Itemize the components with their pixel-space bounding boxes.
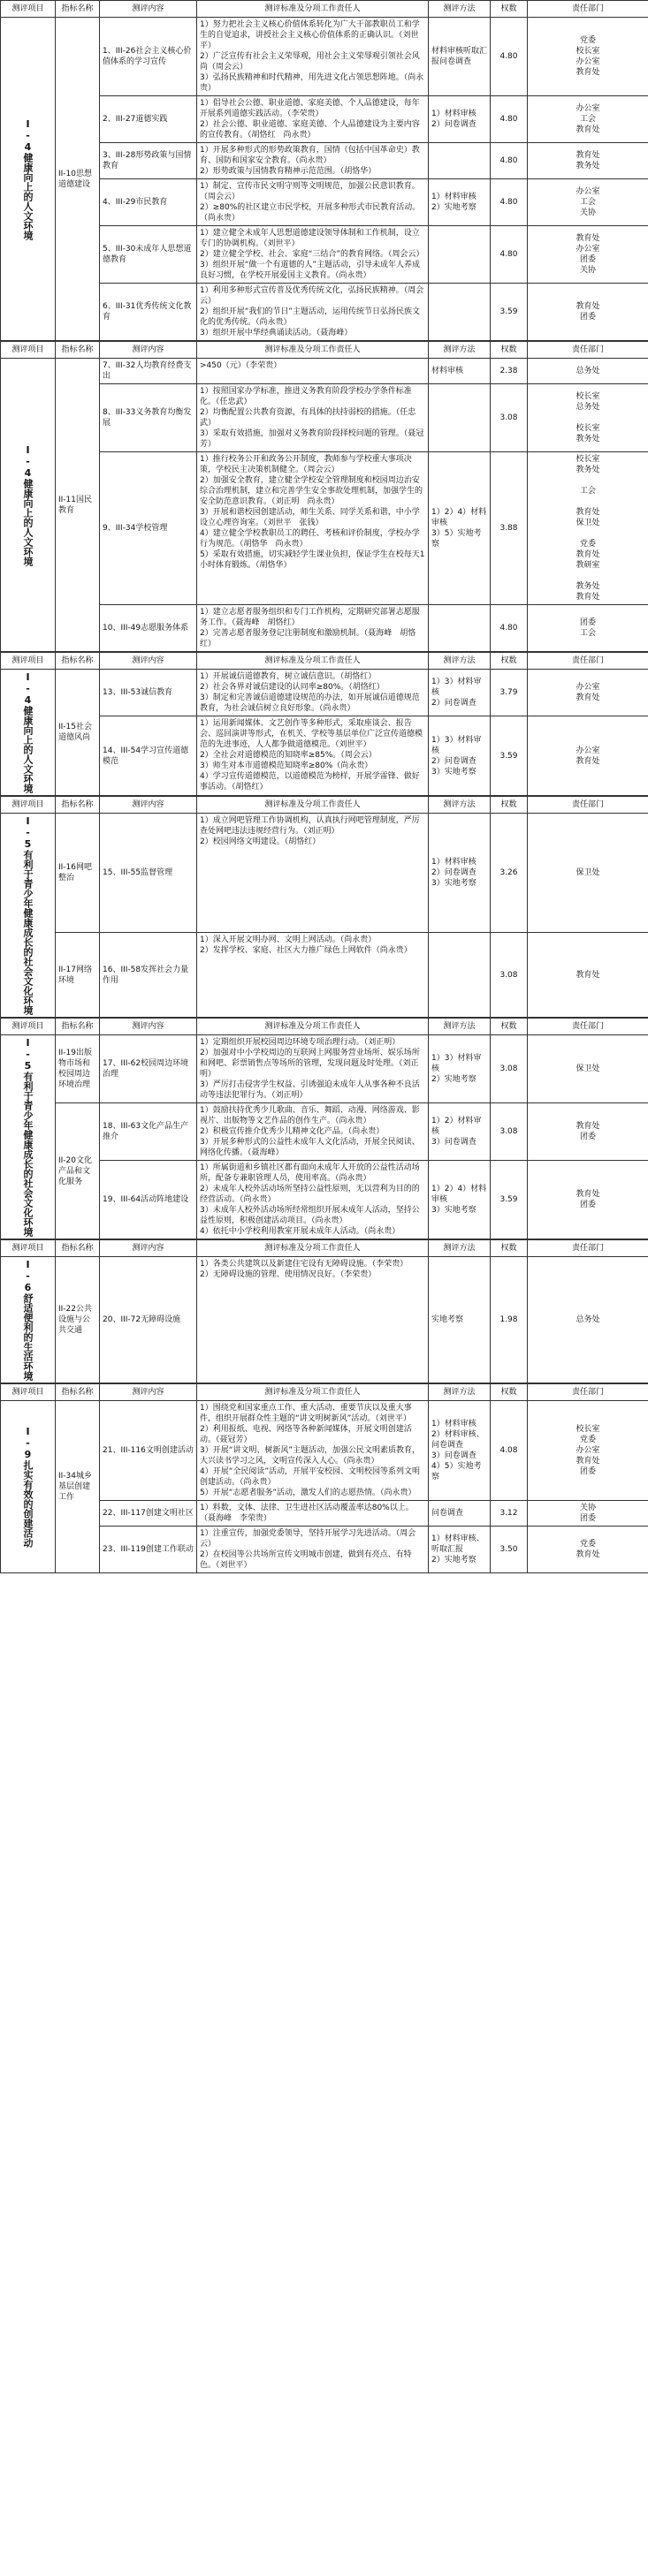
evaluation-method: 材料审核 xyxy=(429,359,491,384)
weight-value: 3.08 xyxy=(491,1035,528,1103)
column-header: 测评标准及分项工作责任人 xyxy=(197,1019,429,1035)
evaluation-method: 1）2）材料审核 3）问卷调查 xyxy=(429,1103,491,1161)
column-header: 指标名称 xyxy=(56,1019,100,1035)
evaluation-standard: 1）建立健全未成年人思想道德建设领导体制和工作机制，设立专门的协调机构。（刘世平） 2）建立健全学校、社会、家庭“三结合”的教育网络。（周会云） 3）组织开展“做一个有道德的人”主题活动，引导未成年人养成良好习惯，在学校开展爱国主义教育。（尚永贵） xyxy=(197,226,429,284)
column-header: 测评方法 xyxy=(429,1240,491,1257)
evaluation-standard: 1）开展诚信道德教育，树立诚信意识。（胡恪红） 2）社会各界对诚信建设的认同率≥80%。（胡恪红） 3）制定和完善诚信道德建设规范的办法，如开展诚信道德规范教育，为社会诚信树立良好形象。（尚永贵） xyxy=(197,670,429,716)
indicator-name: II-17网络环境 xyxy=(56,933,100,1018)
column-header: 测评内容 xyxy=(100,653,197,670)
category-label: I-6舒适便利的生活环境 xyxy=(22,1259,34,1381)
responsible-department: 校长室 教务处 工会 教育处 保卫处 党委 教育处 教研室 教务处 教育处 xyxy=(528,452,648,605)
category-label: I-4健康向上的人文环境 xyxy=(22,117,34,240)
weight-value: 3.59 xyxy=(491,1161,528,1239)
column-header: 测评方法 xyxy=(429,653,491,670)
indicator-name: II-20文化产品和文化服务 xyxy=(56,1103,100,1239)
column-header: 指标名称 xyxy=(56,342,100,359)
evaluation-standard: 1）开展多种形式的形势政策教育，国情（包括中国革命史）教育、国防和国家安全教育。（尚永贵） 2）形势政策与国情教育精神示范范围。（胡恪华） xyxy=(197,143,429,179)
weight-value: 2.38 xyxy=(491,359,528,384)
category-label: I-4健康向上的人文环境 xyxy=(22,671,34,793)
responsible-department: 教育处 团委 xyxy=(528,1103,648,1161)
weight-value: 4.80 xyxy=(491,179,528,226)
indicator-name: II-19出版物市场和校园周边环境治理 xyxy=(56,1035,100,1103)
evaluation-standard: 1）深入开展文明办网、文明上网活动。（尚永贵） 2）发挥学校、家庭、社区大力推广绿色上网软件（尚永贵） xyxy=(197,933,429,1018)
evaluation-table-section xyxy=(0,0,648,341)
evaluation-content: 3、III-28形势政策与国情教育 xyxy=(100,143,197,179)
category-cell xyxy=(1,359,56,652)
category-cell xyxy=(1,18,56,341)
evaluation-method: 1）2）4）材料审核 3）实地考察 xyxy=(429,1161,491,1239)
evaluation-content: 1、III-26社会主义核心价值体系的学习宣传 xyxy=(100,18,197,96)
weight-value: 4.80 xyxy=(491,605,528,652)
evaluation-method: 1）2）4）材料审核 3）5）实地考察 xyxy=(429,452,491,605)
evaluation-standard: 1）围绕党和国家重点工作、重大活动、重要节庆以及重大事件，组织开展群众性主题的“讲文明树新风”活动。（刘世平） 2）利用报纸、电视、网络等各种新闻媒体，开展文明创建活动。（聂冠芳） 3）开展“讲文明、树新风”主题活动，加强公民文明素质教育，大兴读书学习之风，文明宣传深入人心。（尚永贵） 4）开展“全民阅读”活动，开展平安校园、文明校园等系列文明创建活动。（尚永贵） 5）开展“志愿者服务”活动，激发人们的志愿热情。（尚永贵） xyxy=(197,1401,429,1501)
column-header: 测评方法 xyxy=(429,1,491,18)
evaluation-method: 1）材料审核 2）问卷调查 3）实地考察 xyxy=(429,814,491,933)
weight-value: 4.80 xyxy=(491,226,528,284)
evaluation-method: 1）3）材料审核 2）问卷调查 3）实地考察 xyxy=(429,716,491,796)
column-header: 测评内容 xyxy=(100,342,197,359)
indicator-name: II-16网吧整治 xyxy=(56,814,100,933)
weight-value: 3.50 xyxy=(491,1527,528,1573)
evaluation-content: 22、III-117创建文明社区 xyxy=(100,1501,197,1527)
evaluation-table-section xyxy=(0,796,648,1018)
indicator-name: II-15社会道德风尚 xyxy=(56,670,100,796)
responsible-department: 教育处 团委 xyxy=(528,284,648,341)
category-label: I-9扎实有效的创建活动 xyxy=(22,1426,34,1548)
evaluation-content: 15、III-55监督管理 xyxy=(100,814,197,933)
weight-value: 4.80 xyxy=(491,143,528,179)
column-header: 测评项目 xyxy=(1,797,56,814)
column-header: 测评项目 xyxy=(1,653,56,670)
column-header: 权数 xyxy=(491,1,528,18)
evaluation-content: 16、III-58发挥社会力量作用 xyxy=(100,933,197,1018)
column-header: 测评内容 xyxy=(100,1240,197,1257)
weight-value: 4.80 xyxy=(491,96,528,143)
evaluation-standard: 1）成立网吧管理工作协调机构，认真执行网吧管理制度，严厉查处网吧违法违规经营行为。（刘正明） 2）校园网络文明建设。（胡恪红） xyxy=(197,814,429,933)
evaluation-content: 20、III-72无障碍设施 xyxy=(100,1257,197,1383)
evaluation-method: 1）材料审核 2）实地考察 xyxy=(429,179,491,226)
responsible-department: 办公室 教育处 xyxy=(528,670,648,716)
evaluation-table-section xyxy=(0,1018,648,1239)
column-header: 指标名称 xyxy=(56,1240,100,1257)
evaluation-content: 8、III-33义务教育均衡发展 xyxy=(100,384,197,452)
table-row xyxy=(1,1257,648,1383)
column-header: 指标名称 xyxy=(56,1,100,18)
evaluation-content: 23、III-119创建工作联动 xyxy=(100,1527,197,1573)
table-row xyxy=(1,670,648,716)
weight-value: 3.88 xyxy=(491,452,528,605)
column-header: 权数 xyxy=(491,1240,528,1257)
responsible-department: 党委 校长室 办公室 教育处 xyxy=(528,18,648,96)
column-header: 测评标准及分项工作责任人 xyxy=(197,1240,429,1257)
column-header: 测评项目 xyxy=(1,1,56,18)
column-header: 测评标准及分项工作责任人 xyxy=(197,653,429,670)
column-header: 测评标准及分项工作责任人 xyxy=(197,797,429,814)
evaluation-content: 10、III-49志愿服务体系 xyxy=(100,605,197,652)
table-header-row xyxy=(1,1,648,18)
responsible-department: 关协 团委 xyxy=(528,1501,648,1527)
column-header: 责任部门 xyxy=(528,653,648,670)
evaluation-standard: 1）利用多种形式宣传普及优秀传统文化，弘扬民族精神。（周会云） 2）组织开展“我们的节日”主题活动，运用传统节日弘扬民族文化的优秀传统。（尚永贵） 3）组织开展中华经典诵读活动。（聂海峰） xyxy=(197,284,429,341)
responsible-department: 教育处 教务处 xyxy=(528,143,648,179)
responsible-department: 总务处 xyxy=(528,359,648,384)
table-row xyxy=(1,814,648,933)
evaluation-content: 21、III-116文明创建活动 xyxy=(100,1401,197,1501)
evaluation-method: 1）材料审核 2）材料审核、问卷调查 3）问卷调查 4）5）实地考察 xyxy=(429,1401,491,1501)
category-label: I-4健康向上的人文环境 xyxy=(22,443,34,566)
column-header: 测评标准及分项工作责任人 xyxy=(197,1,429,18)
evaluation-table-section xyxy=(0,341,648,652)
evaluation-method: 材料审核听取汇报问卷调查 xyxy=(429,18,491,96)
evaluation-standard: 1）建立志愿者服务组织和专门工作机构，定期研究部署志愿服务工作。（聂海峰 胡恪红） 2）完善志愿者服务登记注册制度和激励机制。（聂海峰 胡恪红） xyxy=(197,605,429,652)
column-header: 责任部门 xyxy=(528,1240,648,1257)
column-header: 指标名称 xyxy=(56,653,100,670)
column-header: 测评项目 xyxy=(1,1384,56,1401)
column-header: 指标名称 xyxy=(56,797,100,814)
column-header: 测评标准及分项工作责任人 xyxy=(197,342,429,359)
evaluation-standard: 1）所属街道和乡镇社区都有面向未成年人开放的公益性活动场所，配备专兼职管理人员，使用率高。（尚永贵） 2）未成年人校外活动场所坚持公益性原则，无以营利为目的的经营活动。（尚永贵） 3）未成年人校外活动场所经常组织开展未成年人活动，坚持公益性原则，积极创建活动项目。（尚永贵） 4）依托中小学校利用教室开展未成年人活动。（尚永贵） xyxy=(197,1161,429,1239)
column-header: 责任部门 xyxy=(528,1,648,18)
category-cell xyxy=(1,1401,56,1573)
evaluation-content: 7、III-32人均教育经费支出 xyxy=(100,359,197,384)
responsible-department: 办公室 教育处 xyxy=(528,716,648,796)
evaluation-method xyxy=(429,605,491,652)
evaluation-content: 5、III-30未成年人思想道德教育 xyxy=(100,226,197,284)
responsible-department: 校长室 党委 办公室 教育处 团委 xyxy=(528,1401,648,1501)
evaluation-method: 1）材料审核 2）问卷调查 xyxy=(429,96,491,143)
column-header: 测评项目 xyxy=(1,342,56,359)
evaluation-content: 2、III-27道德实践 xyxy=(100,96,197,143)
responsible-department: 教育处 办公室 团委 关协 xyxy=(528,226,648,284)
table-row xyxy=(1,1401,648,1501)
responsible-department: 总务处 xyxy=(528,1257,648,1383)
indicator-name: II-11国民教育 xyxy=(56,359,100,652)
category-cell xyxy=(1,1035,56,1239)
column-header: 测评方法 xyxy=(429,1384,491,1401)
column-header: 测评内容 xyxy=(100,1384,197,1401)
weight-value: 4.08 xyxy=(491,1401,528,1501)
column-header: 测评项目 xyxy=(1,1019,56,1035)
evaluation-method xyxy=(429,384,491,452)
evaluation-standard: 1）推行校务公开和政务公开制度，教师参与学校重大事项决策，学校民主决策机制健全。（周会云） 2）加强安全教育，建立健全学校安全管理制度和校园周边治安综合治理机制，建立和完善学生安全事故处理机制，加强学生的安全防范意识教育。（刘正明 尚永贵） 3）开展和谐校园创建活动，师生关系、同学关系和谐，中小学设立心理咨询室。（刘世平 张钱） 4）建立健全学校教职员工的聘任、考核和评价制度，学校办学行为规范。（胡恪华 尚永贵） 5）采取有效措施，切实减轻学生课业负担，保证学生在校每天1小时体育锻炼。（胡恪华） xyxy=(197,452,429,605)
column-header: 责任部门 xyxy=(528,797,648,814)
column-header: 测评内容 xyxy=(100,1,197,18)
column-header: 测评内容 xyxy=(100,797,197,814)
category-cell xyxy=(1,814,56,1018)
table-header-row xyxy=(1,342,648,359)
column-header: 责任部门 xyxy=(528,1384,648,1401)
column-header: 权数 xyxy=(491,1019,528,1035)
table-header-row xyxy=(1,1019,648,1035)
weight-value: 3.59 xyxy=(491,284,528,341)
evaluation-standard: 1）鼓励扶持优秀少儿歌曲、音乐、舞蹈、动漫、网络游戏、影视片、出版物等文艺作品的创作生产。（尚永贵） 2）积极宣传推介优秀少儿精神文化产品。（尚永贵） 3）开展多种形式的公益性未成年人文化活动，开展全民阅读、网络化传播。（聂海峰） xyxy=(197,1103,429,1161)
evaluation-method: 实地考察 xyxy=(429,1257,491,1383)
weight-value: 3.08 xyxy=(491,933,528,1018)
indicator-name: II-22公共设施与公共交通 xyxy=(56,1257,100,1383)
weight-value: 4.80 xyxy=(491,18,528,96)
evaluation-content: 6、III-31优秀传统文化教育 xyxy=(100,284,197,341)
evaluation-method xyxy=(429,284,491,341)
weight-value: 3.08 xyxy=(491,1103,528,1161)
evaluation-standard: 1）倡导社会公德、职业道德、家庭美德、个人品德建设，每年开展系列道德实践活动。（李荣贵） 2）社会公德、职业道德、家庭美德、个人品德建设为主要内容的宣传教育。（胡恪红 尚永贵） xyxy=(197,96,429,143)
column-header: 权数 xyxy=(491,342,528,359)
responsible-department: 办公室 工会 教育处 xyxy=(528,96,648,143)
column-header: 责任部门 xyxy=(528,342,648,359)
table-row xyxy=(1,1035,648,1103)
column-header: 测评方法 xyxy=(429,1019,491,1035)
evaluation-method: 问卷调查 xyxy=(429,1501,491,1527)
column-header: 测评项目 xyxy=(1,1240,56,1257)
responsible-department: 校长室 总务处 校长室 教务处 xyxy=(528,384,648,452)
responsible-department: 教育处 xyxy=(528,933,648,1018)
category-label: I-5有利于青少年健康成长的社会文化环境 xyxy=(22,1037,34,1237)
table-header-row xyxy=(1,1240,648,1257)
weight-value: 1.98 xyxy=(491,1257,528,1383)
evaluation-method: 1）3）材料审核 2）实地考察 xyxy=(429,1035,491,1103)
evaluation-content: 9、III-34学校管理 xyxy=(100,452,197,605)
evaluation-method: 1）材料审核、听取汇报 2）实地考察 xyxy=(429,1527,491,1573)
table-row xyxy=(1,359,648,384)
column-header: 测评方法 xyxy=(429,342,491,359)
evaluation-content: 17、III-62校园周边环境治理 xyxy=(100,1035,197,1103)
indicator-name: II-10思想道德建设 xyxy=(56,18,100,341)
column-header: 指标名称 xyxy=(56,1384,100,1401)
table-row xyxy=(1,933,648,1018)
column-header: 测评内容 xyxy=(100,1019,197,1035)
responsible-department: 保卫处 xyxy=(528,814,648,933)
evaluation-standard: >450（元）（李荣贵） xyxy=(197,359,429,384)
table-row xyxy=(1,18,648,96)
evaluation-standard: 1）定期组织开展校园周边环境专项治理行动。（刘正明） 2）加强对中小学校周边的互联网上网服务营业场所、娱乐场所和网吧、彩票销售点等场所的管理，发现问题及时处理。（刘正明） 3）严厉打击侵害学生权益、引诱强迫未成年人从事各种不良活动等违法犯罪行为。（刘正明） xyxy=(197,1035,429,1103)
weight-value: 3.26 xyxy=(491,814,528,933)
evaluation-standard: 1）各类公共建筑以及新建住宅设有无障碍设施。（李荣贵） 2）无障碍设施的管理、使用情况良好。（李荣贵） xyxy=(197,1257,429,1383)
weight-value: 3.79 xyxy=(491,670,528,716)
evaluation-table-section xyxy=(0,1383,648,1573)
weight-value: 3.59 xyxy=(491,716,528,796)
evaluation-content: 18、III-63文化产品生产推介 xyxy=(100,1103,197,1161)
evaluation-standard: 1）运用新闻媒体、文艺创作等多种形式，采取座谈会、报告会、巡回演讲等形式，在机关、学校等基层单位广泛宣传道德模范的先进事迹，人人都争做道德模范。（刘世平） 2）全社会对道德模范的知晓率≥85%。（周会云） 3）师生对本市道德模范知晓率≥80%（尚永贵） 4）学习宣传道德模范，以道德模范为榜样，开展学雷锋、做好事活动。（胡恪红） xyxy=(197,716,429,796)
evaluation-content: 19、III-64活动阵地建设 xyxy=(100,1161,197,1239)
indicator-name: II-34城乡基层创建工作 xyxy=(56,1401,100,1573)
evaluation-standard: 1）料数，文体、法律、卫生进社区活动覆盖率达80%以上。（聂海峰 李荣贵） xyxy=(197,1501,429,1527)
table-header-row xyxy=(1,797,648,814)
responsible-department: 教育处 团委 xyxy=(528,1161,648,1239)
evaluation-content: 4、III-29市民教育 xyxy=(100,179,197,226)
evaluation-method: 1）3）材料审核 2）问卷调查 xyxy=(429,670,491,716)
evaluation-standard: 1）按照国家办学标准，推进义务教育阶段学校办学条件标准化。（任忠武） 2）均衡配置公共教育资源，有具体的扶持弱校的措施。（任忠武） 3）采取有效措施，加强对义务教育阶段择校问题的管理。（聂冠芳） xyxy=(197,384,429,452)
weight-value: 3.12 xyxy=(491,1501,528,1527)
responsible-department: 保卫处 xyxy=(528,1035,648,1103)
weight-value: 3.08 xyxy=(491,384,528,452)
column-header: 权数 xyxy=(491,797,528,814)
evaluation-method xyxy=(429,933,491,1018)
evaluation-method xyxy=(429,226,491,284)
category-cell xyxy=(1,670,56,796)
evaluation-standard: 1）努力把社会主义核心价值体系转化为广大干部教职员工和学生的自觉追求，讲授社会主义核心价值体系的正确认识。（刘世平） 2）广泛宣传有社会主义荣辱观，用社会主义荣辱观引领社会风尚（周会云） 3）弘扬民族精神和时代精神，用先进文化占领思想阵地。（尚永贵） xyxy=(197,18,429,96)
column-header: 权数 xyxy=(491,653,528,670)
evaluation-standard: 1）注重宣传，加强党委领导，坚持开展学习先进活动。（周会云） 2）在校园等公共场所宣传文明城市创建，做到有亮点、有特色。（刘世平） xyxy=(197,1527,429,1573)
table-header-row xyxy=(1,653,648,670)
evaluation-content: 14、III-54学习宣传道德模范 xyxy=(100,716,197,796)
column-header: 责任部门 xyxy=(528,1019,648,1035)
evaluation-content: 13、III-53诚信教育 xyxy=(100,670,197,716)
responsible-department: 党委 教育处 xyxy=(528,1527,648,1573)
category-cell xyxy=(1,1257,56,1383)
table-header-row xyxy=(1,1384,648,1401)
evaluation-standard: 1）制定、宣传市民文明守则等文明规范，加强公民意识教育。（周会云） 2）≥80%的社区建立市民学校，开展多种形式市民教育活动。（尚永贵） xyxy=(197,179,429,226)
category-label: I-5有利于青少年健康成长的社会文化环境 xyxy=(22,815,34,1015)
evaluation-table-section xyxy=(0,652,648,796)
responsible-department: 办公室 工会 关协 xyxy=(528,179,648,226)
evaluation-table-section xyxy=(0,1239,648,1383)
table-row xyxy=(1,1103,648,1161)
column-header: 权数 xyxy=(491,1384,528,1401)
column-header: 测评标准及分项工作责任人 xyxy=(197,1384,429,1401)
responsible-department: 团委 工会 xyxy=(528,605,648,652)
evaluation-method xyxy=(429,143,491,179)
column-header: 测评方法 xyxy=(429,797,491,814)
